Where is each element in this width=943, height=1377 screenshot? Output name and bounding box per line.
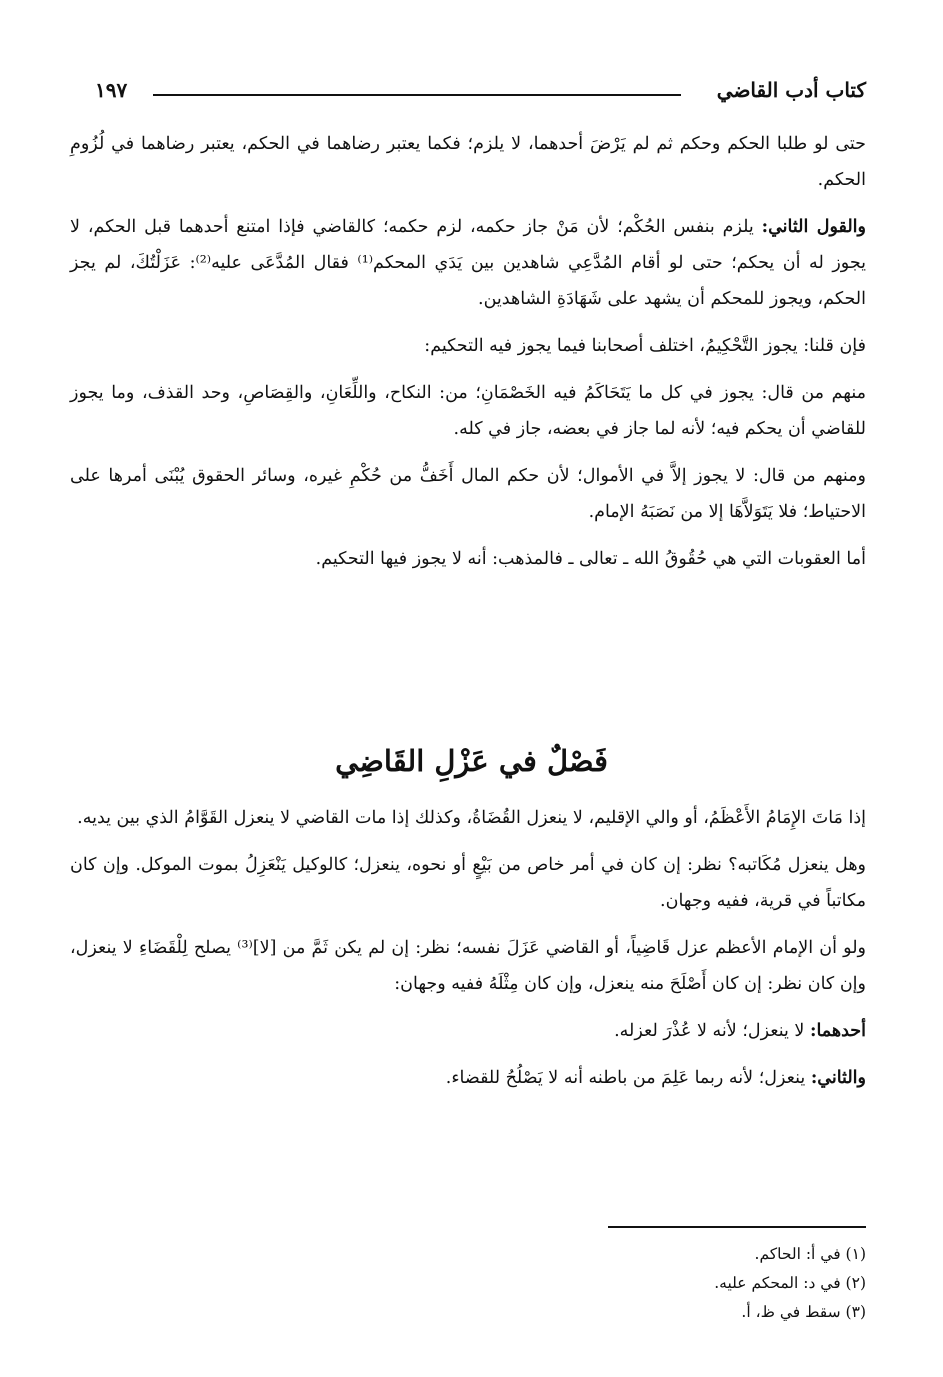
page-header — [95, 78, 866, 112]
footnote: (٣) سقط في ظ، أ. — [741, 1303, 866, 1321]
paragraph-text: ولو أن الإمام الأعظم عزل قَاضِياً، أو القاضي عَزَلَ نفسه؛ نظر: إن لم يكن ثَمَّ من [لا]⁽³⁾ يصلح لِلْقَضَاءِ لا ينعزل، وإن كان نظر: إن كان أَصْلَحَ منه ينعزل، وإن كان مِثْلَهُ ففيه وجهان: — [70, 938, 866, 994]
section-heading: فَصْلٌ في عَزْلِ القَاضِي — [335, 744, 608, 778]
header-rule — [153, 94, 681, 96]
book-title: كتاب أدب القاضي — [716, 78, 866, 102]
paragraph-text: ومنهم من قال: لا يجوز إلاَّ في الأموال؛ لأن حكم المال أَخَفُّ من حُكْمِ غيره، وسائر الحقوق يُبْنَى أمرها على الاحتياط؛ فلا يَتَوَلاَّهَا إلا من نَصَبَهُ الإمام. — [70, 466, 866, 522]
paragraph-text: وهل ينعزل مُكَاتبه؟ نظر: إن كان في أمر خاص من بَيْعٍ أو نحوه، ينعزل؛ كالوكيل يَنْعَزِلُ بموت الموكل. وإن كان مكاتباً في قرية، ففيه وجهان. — [70, 855, 866, 911]
paragraph-text: حتى لو طلبا الحكم وحكم ثم لم يَرْضَ أحدهما، لا يلزم؛ فكما يعتبر رضاهما في الحكم، يعتبر رضاهما في لُزُومِ الحكم. — [70, 134, 866, 190]
paragraph — [70, 800, 866, 836]
paragraph — [70, 1060, 866, 1096]
page-number: ١٩٧ — [95, 78, 128, 102]
paragraph-text: إذا مَاتَ الإِمَامُ الأَعْظَمُ، أو والي الإقليم، لا ينعزل القُضَاةُ، وكذلك إذا مات القاضي لا ينعزل القَوَّامُ الذي بين يديه. — [77, 808, 866, 828]
paragraph-lead: والثاني: — [810, 1068, 866, 1088]
footnote: (١) في أ: الحاكم. — [754, 1245, 866, 1263]
paragraph-text: لا ينعزل؛ لأنه لا عُذْرَ لعزله. — [614, 1021, 810, 1041]
paragraph-lead: والقول الثاني: — [761, 217, 866, 237]
paragraph — [70, 375, 866, 447]
paragraph — [70, 126, 866, 198]
paragraph — [70, 328, 866, 364]
paragraph — [70, 847, 866, 919]
paragraph-text: يلزم بنفس الحُكْم؛ لأن مَنْ جاز حكمه، لزم حكمه؛ كالقاضي فإذا امتنع أحدهما قبل الحكم، لا يجوز له أن يحكم؛ حتى لو أقام المُدَّعِي شاهدين بين يَدَي المحكم⁽¹⁾ فقال المُدَّعَى عليه⁽²⁾: عَزَلْتُكَ، لم يجز الحكم، ويجوز للمحكم أن يشهد على شَهَادَةِ الشاهدين. — [70, 217, 866, 309]
body-bottom — [70, 800, 866, 1107]
paragraph — [70, 541, 866, 577]
footnote-rule — [608, 1226, 866, 1228]
body-top — [70, 126, 866, 588]
paragraph — [70, 458, 866, 530]
paragraph-lead: أحدهما: — [809, 1021, 866, 1041]
footnotes — [400, 1240, 866, 1327]
paragraph — [70, 209, 866, 317]
paragraph-text: فإن قلنا: يجوز التَّحْكِيمُ، اختلف أصحابنا فيما يجوز فيه التحكيم: — [424, 336, 866, 356]
paragraph-text: منهم من قال: يجوز في كل ما يَتَحَاكَمُ فيه الخَصْمَانِ؛ من: النكاح، واللِّعَانِ، والقِصَاصِ، وحد القذف، وما يجوز للقاضي أن يحكم فيه؛ لأنه لما جاز في بعضه، جاز في كله. — [70, 383, 866, 439]
footnote: (٢) في د: المحكم عليه. — [714, 1274, 866, 1292]
paragraph — [70, 1013, 866, 1049]
paragraph — [70, 930, 866, 1002]
paragraph-text: ينعزل؛ لأنه ربما عَلِمَ من باطنه أنه لا يَصْلُحُ للقضاء. — [445, 1068, 811, 1088]
paragraph-text: أما العقوبات التي هي حُقُوقُ الله ـ تعالى ـ فالمذهب: أنه لا يجوز فيها التحكيم. — [315, 549, 866, 569]
